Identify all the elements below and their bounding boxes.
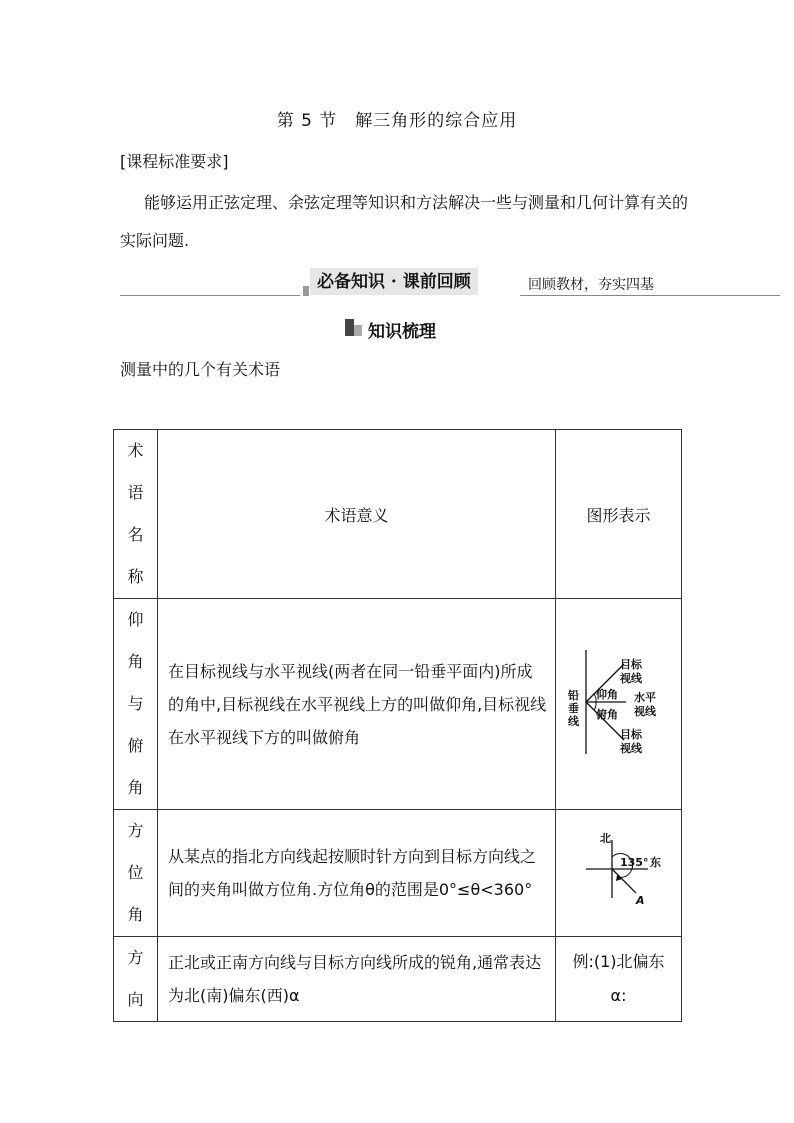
banner-title: 必备知识 · 课前回顾 — [310, 268, 478, 295]
depression-label: 俯角 — [596, 708, 618, 721]
term-cell-elevation: 仰 角 与 俯 角 — [114, 599, 158, 810]
east-label: 东 — [650, 856, 661, 869]
section-title: 知识梳理 — [368, 322, 436, 342]
figure-cell-azimuth — [556, 810, 682, 937]
target-sightline-label: 视线 — [620, 742, 642, 755]
term-cell-direction: 方 向 — [114, 937, 158, 1022]
banner-mark — [303, 286, 309, 296]
standard-body: 能够运用正弦定理、余弦定理等知识和方法解决一些与测量和几何计算有关的实际问题. — [120, 193, 689, 250]
target-sightline-label: 视线 — [620, 672, 642, 685]
angle-135-label: 135° — [620, 856, 649, 869]
plumb-line-label: 垂 — [568, 702, 579, 715]
header-term-cell: 术 语 名 称 — [114, 430, 158, 599]
header-meaning-cell: 术语意义 — [158, 430, 556, 599]
section-bar-icon-small — [354, 325, 362, 336]
banner-subtitle: 回顾教材，夯实四基 — [528, 277, 654, 293]
target-sightline-label: 目标 — [620, 728, 642, 741]
direction-example-text: α: — [610, 986, 627, 1005]
banner-left-rule — [120, 295, 300, 296]
section-bar-icon — [345, 319, 354, 336]
meaning-cell-direction: 正北或正南方向线与目标方向线所成的锐角,通常表达为北(南)偏东(西)α — [158, 937, 556, 1022]
section-banner — [120, 268, 780, 298]
elevation-depression-diagram — [556, 642, 680, 762]
table-row — [114, 937, 682, 1022]
terms-table — [113, 429, 682, 1022]
standard-heading: [课程标准要求] — [120, 152, 229, 171]
direction-example-text: 例:(1)北偏东 — [572, 952, 665, 971]
figure-cell-elevation — [556, 599, 682, 810]
point-a-label: A — [636, 894, 645, 907]
meaning-cell-azimuth: 从某点的指北方向线起按顺时针方向到目标方向线之间的夹角叫做方位角.方位角θ的范围是0°≤θ<360° — [158, 810, 556, 937]
meaning-cell-elevation: 在目标视线与水平视线(两者在同一铅垂平面内)所成的角中,目标视线在水平视线上方的叫做仰角,目标视线在水平视线下方的叫做俯角 — [158, 599, 556, 810]
intro-text: 测量中的几个有关术语 — [120, 360, 281, 379]
table-row — [114, 810, 682, 937]
header-figure-cell: 图形表示 — [556, 430, 682, 599]
target-sightline-label: 目标 — [620, 658, 642, 671]
page-title: 第 5 节 解三角形的综合应用 — [276, 111, 518, 131]
table-header-row — [114, 430, 682, 599]
plumb-line-label: 铅 — [568, 689, 579, 702]
horizontal-sightline-label: 水平 — [634, 691, 656, 704]
table-row — [114, 599, 682, 810]
north-label: 北 — [600, 832, 611, 845]
banner-right-rule — [520, 295, 780, 296]
horizontal-sightline-label: 视线 — [634, 705, 656, 718]
elevation-label: 仰角 — [596, 688, 618, 701]
plumb-line-label: 线 — [568, 715, 579, 728]
figure-cell-direction — [556, 937, 682, 1022]
term-cell-azimuth: 方 位 角 — [114, 810, 158, 937]
azimuth-diagram — [556, 826, 680, 916]
